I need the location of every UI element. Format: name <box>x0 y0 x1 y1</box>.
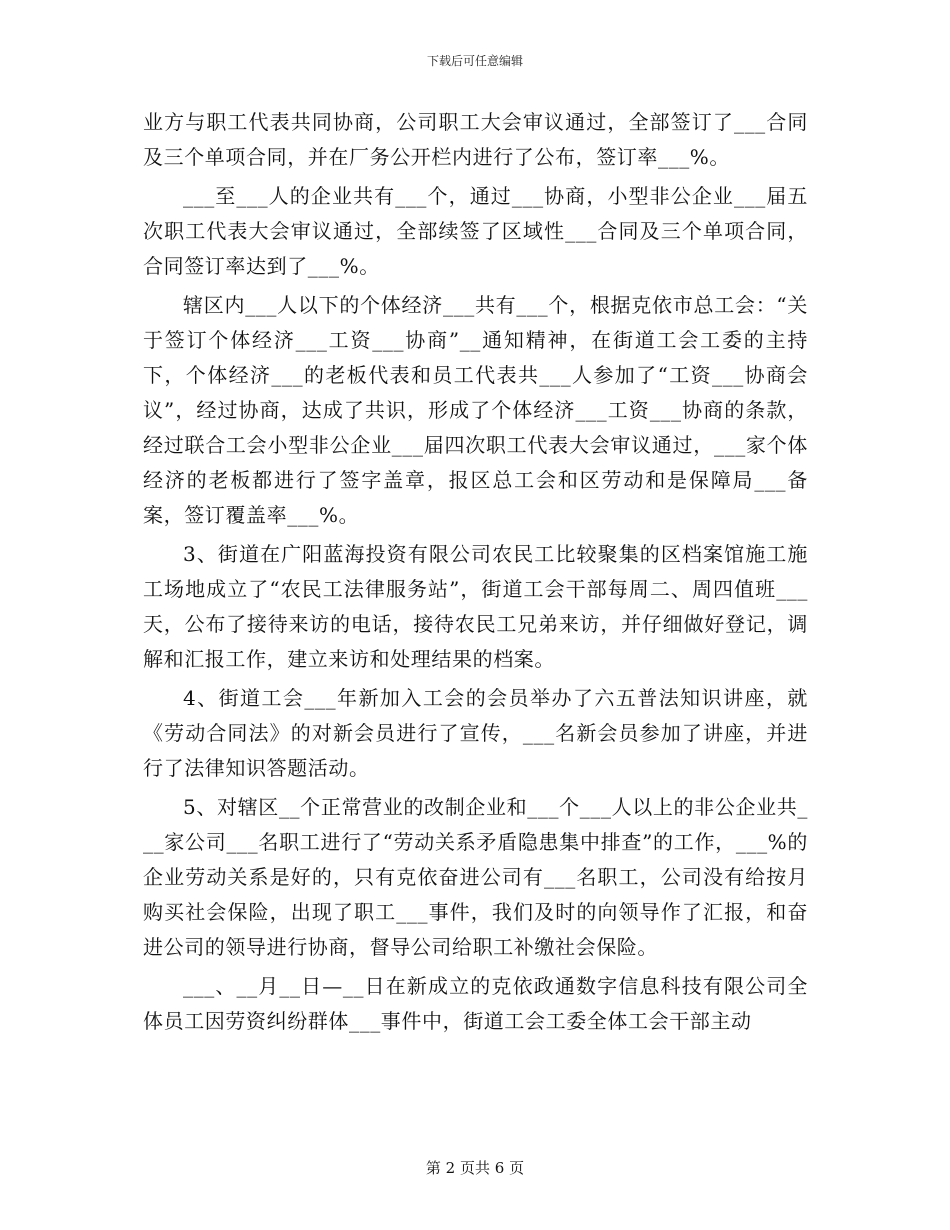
paragraph-7: ___、__月__日—__日在新成立的克依政通数字信息科技有限公司全体员工因劳资纠纷群体___事件中，街道工会工委全体工会干部主动 <box>143 974 808 1033</box>
paragraph-2: ___至___人的企业共有___个，通过___协商，小型非公企业___届五次职工代表大会审议通过，全部续签了区域性___合同及三个单项合同，合同签订率达到了___%。 <box>143 184 808 278</box>
paragraph-1: 业方与职工代表共同协商，公司职工大会审议通过，全部签订了___合同及三个单项合同，并在厂务公开栏内进行了公布，签订率___%。 <box>143 110 808 169</box>
paragraph-3: 辖区内___人以下的个体经济___共有___个，根据克依市总工会：“关于签订个体经济___工资___协商”__通知精神，在街道工会工委的主持下，个体经济___的老板代表和员工代表共___人参加了“工资___协商会议”，经过协商，达成了共识，形成了个体经济___工资___协商的条款，经过联合工会小型非公企业___届四次职工代表大会审议通过，___家个体经济的老板都进行了签字盖章，报区总工会和区劳动和是保障局___备案，签订覆盖率___%。 <box>143 293 808 527</box>
paragraph-6: 5、对辖区__个正常营业的改制企业和___个___人以上的非公企业共___家公司___名职工进行了“劳动关系矛盾隐患集中排查”的工作，___%的企业劳动关系是好的，只有克依奋进公司有___名职工，公司没有给按月购买社会保险，出现了职工___事件，我们及时的向领导作了汇报，和奋进公司的领导进行协商，督导公司给职工补缴社会保险。 <box>143 795 808 959</box>
page-number: 第 2 页共 6 页 <box>425 1159 525 1177</box>
page-header-note: 下载后可任意编辑 <box>426 54 523 68</box>
paragraph-4: 3、街道在广阳蓝海投资有限公司农民工比较聚集的区档案馆施工施工场地成立了“农民工法律服务站”，街道工会干部每周二、周四值班___天，公布了接待来访的电话，接待农民工兄弟来访，并仔细做好登记，调解和汇报工作，建立来访和处理结果的档案。 <box>143 542 808 671</box>
document-body <box>143 105 808 1039</box>
paragraph-5: 4、街道工会___年新加入工会的会员举办了六五普法知识讲座，就《劳动合同法》的对新会员进行了宣传，___名新会员参加了讲座，并进行了法律知识答题活动。 <box>143 686 808 780</box>
